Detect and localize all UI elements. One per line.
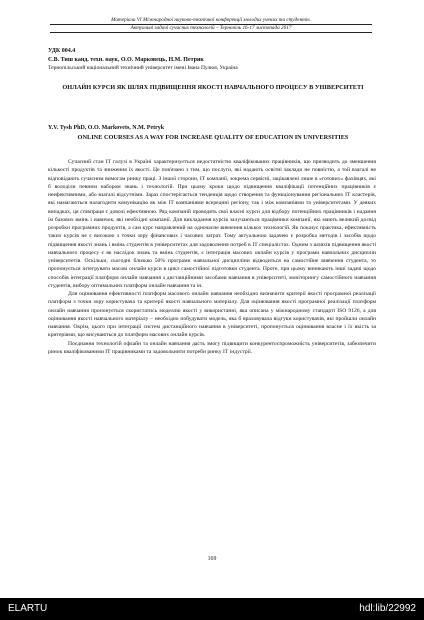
authors-en: Y.V. Tysh PhD, O.O. Markovets, N.M. Petryk: [48, 125, 165, 131]
footer-bar: [0, 598, 424, 620]
authors-ua: Є.В. Тиш канд. техн. наук, О.О. Марковець, Н.М. Петрик: [48, 57, 204, 63]
conference-header-line2: Актуальні задачі сучасних технологій – Тернопіль 16-17 листопада 2017: [50, 25, 372, 33]
paragraph-3: Поєднання технологій офлайн та онлайн навчання дасть змогу підвищити конкурентоспроможність університетів, забезпечити ринок кваліфікованими ІТ працівниками та задовольнити потреби ринку ІТ індустрії.: [48, 340, 376, 355]
conference-header-line1: Матеріали VI Міжнародної науково-технічної конференції молодих учених та студентів.: [50, 17, 372, 25]
title-en: ONLINE COURSES AS A WAY FOR INCREASE QUALITY OF EDUCATION IN UNIVERSITIES: [77, 134, 349, 141]
udk-code: УДК 004.4: [48, 48, 76, 54]
page-number: 169: [207, 556, 217, 562]
paragraph-2: Для оцінювання ефективності платформ масового онлайн навчання необхідно визначити критерії якості програмної реалізації платформ з точки зору користувача та критерії якості навчального матеріалу. Для оцінювання якості програмної реалізації платформ онлайн навчання пропонується скористатись моделлю якості у використанні, яка описана у міжнародному стандарті ISO 9126, а для оцінювання якості навчального матеріалу – необхідно побудувати модель, яка б враховувала відгуки користувачів, які пройшли онлайн навчання. Окрім, цього при інтеграції систем дистанційного навчання в університеті, пропонується оцінювання власне і їх якість за критеріями, що висуваються до платформ масових онлайн курсів.: [48, 291, 376, 339]
conference-header: [50, 17, 372, 33]
paragraph-1: Сучасний стан ІТ галузі в Україні характеризується недостатністю кваліфікованих працівників, що призводить до зменшення кількості продуктів та зниження їх якості. Це пов'язано з тим, що послуги, які надають освітні заклади не повністю, а той взагалі не відповідають сучасним вимогам ринку праці. З іншої сторони, ІТ компанії, зокрема сервісні, зацікавлені лише в «готових» фахівцях, які б володіли певним набором знань і технологій. При цьому кроки щодо підвищення кваліфікації потенційних працівників є неефективними, або взагалі відсутніми. Зараз спостерігається тенденція щодо створення та функціонування регіональних ІТ кластерів, які намагаються налагодити комунікацію як між ІТ компаніями всередині регіону, так і між компаніями та університетами. У деяких випадках, ця співпраця є доволі ефективною. Ряд компаній проводять свої власні курси для відбору потенційних працівників і надання їм базових вмінь і навичок, які необхідні компанії. Для викладання курсів залучаються працівники компанії, які мають великий досвід розробки програмних продуктів, а сам курс направлений на одночасне вивчення кількох технологій. Як показує практика, ефективність таких курсів не є високою з точки зору фінансових і часових затрат. Тому актуальною задачею є розробка методів і засобів щодо підвищення якості знань і вмінь студентів в університетах для задоволення потреб в ІТ спеціалістах. Одним з шляхів підвищення якості навчального процесу є як наслідок знань та вмінь студентів, є інтеграція масових онлайн курсів у програми навчальних дисциплін університетів. Оскільки, сьогодні близько 50% програми навчальної дисципліни відводиться на самостійне вивчення студента, то пропонується інтегрувати масові онлайн курси в цикл самостійної підготовки студента. Проте, при цьому виникають інші задачі щодо способів інтеграції платформ онлайн навчання з дистанційними засобами навчання в університеті, моніторингу самостійного навчання студентів, вибору оптимальних платформ онлайн навчання та ін.: [48, 159, 376, 289]
body-text: [48, 158, 376, 356]
handle-link[interactable]: hdl:lib/22992: [359, 603, 416, 614]
repository-name: ELARTU: [8, 603, 48, 614]
title-ua: ОНЛАЙН КУРСИ ЯК ШЛЯХ ПІДВИЩЕННЯ ЯКОСТІ НАВЧАЛЬНОГО ПРОЦЕСУ В УНІВЕРСИТЕТІ: [62, 84, 364, 91]
affiliation: Тернопільський національний технічний університет імені Івана Пулюя, Україна: [48, 65, 238, 71]
